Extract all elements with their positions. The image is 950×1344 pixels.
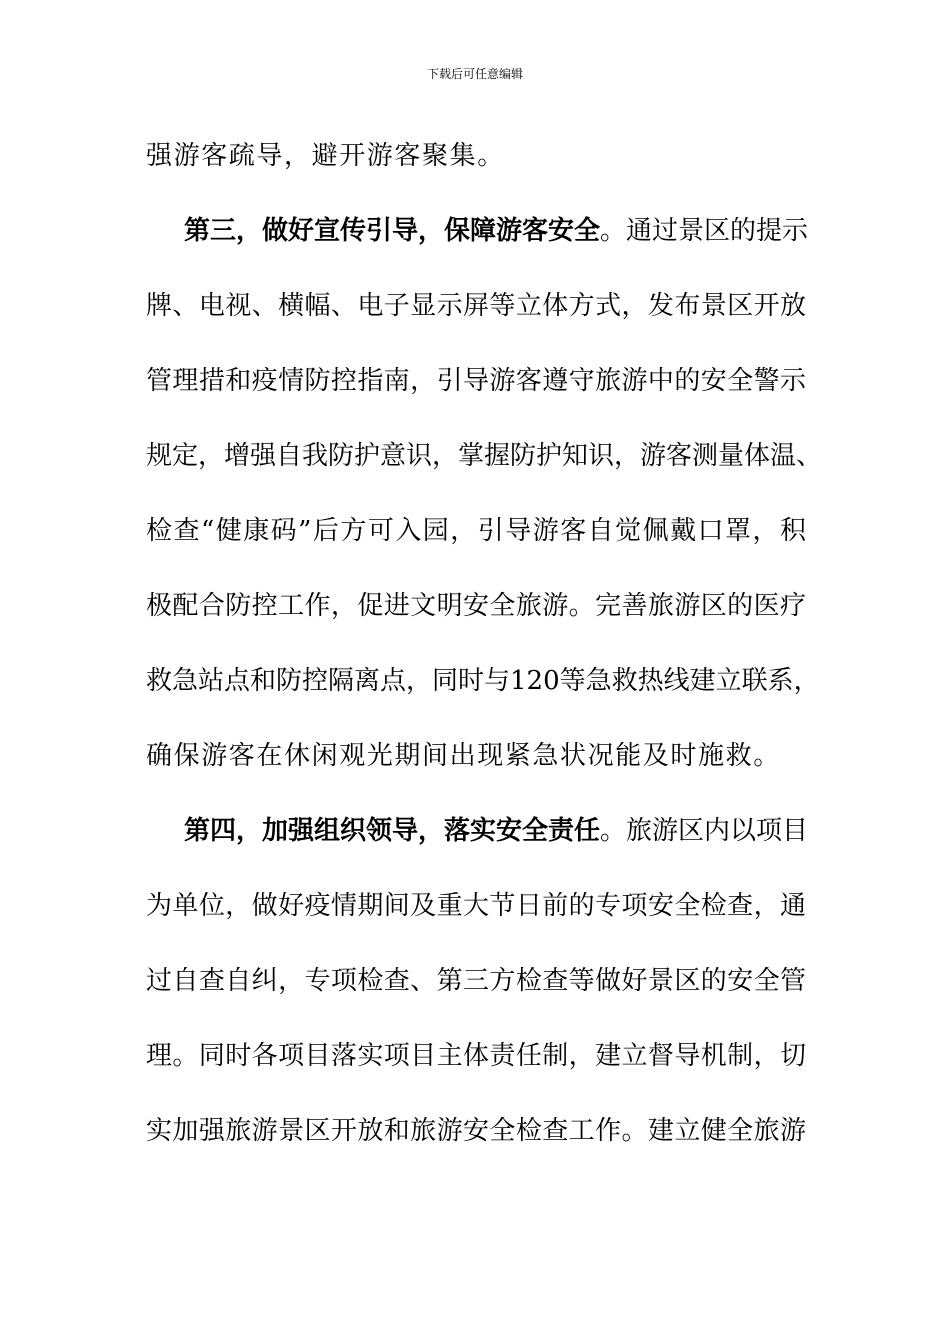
text-line: 规定，增强自我防护意识，掌握防护知识，游客测量体温、: [146, 441, 823, 471]
text-line: 检查“健康码”后方可入园，引导游客自觉佩戴口罩，积: [146, 516, 806, 546]
text-line: 强游客疏导，避开游客聚集。: [146, 141, 505, 171]
text-line: 实加强旅游景区开放和旅游安全检查工作。建立健全旅游: [146, 1116, 806, 1146]
text-line: 极配合防控工作，促进文明安全旅游。完善旅游区的医疗: [146, 591, 806, 621]
document-body: [146, 119, 823, 1169]
paragraph: [146, 119, 806, 194]
text-line: 救急站点和防控隔离点，同时与120等急救热线建立联系，: [146, 666, 820, 696]
text-span: 。旅游区内以项目: [600, 816, 809, 846]
paragraph: [146, 794, 809, 1169]
text-line: 理。同时各项目落实项目主体责任制，建立督导机制，切: [146, 1041, 806, 1071]
text-line: 确保游客在休闲观光期间出现紧急状况能及时施救。: [146, 741, 781, 771]
section-heading: 第四，加强组织领导，落实安全责任: [184, 816, 601, 846]
text-line: [146, 194, 809, 269]
text-line: 过自查自纠，专项检查、第三方检查等做好景区的安全管: [146, 966, 806, 996]
text-line: 为单位，做好疫情期间及重大节日前的专项安全检查，通: [146, 891, 806, 921]
text-line: [146, 794, 809, 869]
text-line: 牌、电视、横幅、电子显示屏等立体方式，发布景区开放: [146, 291, 806, 321]
paragraph: [146, 194, 823, 794]
text-span: 。通过景区的提示: [600, 216, 809, 246]
section-heading: 第三，做好宣传引导，保障游客安全: [184, 216, 601, 246]
page-header: 下载后可任意编辑: [426, 67, 523, 81]
text-line: 管理措和疫情防控指南，引导游客遵守旅游中的安全警示: [146, 366, 806, 396]
